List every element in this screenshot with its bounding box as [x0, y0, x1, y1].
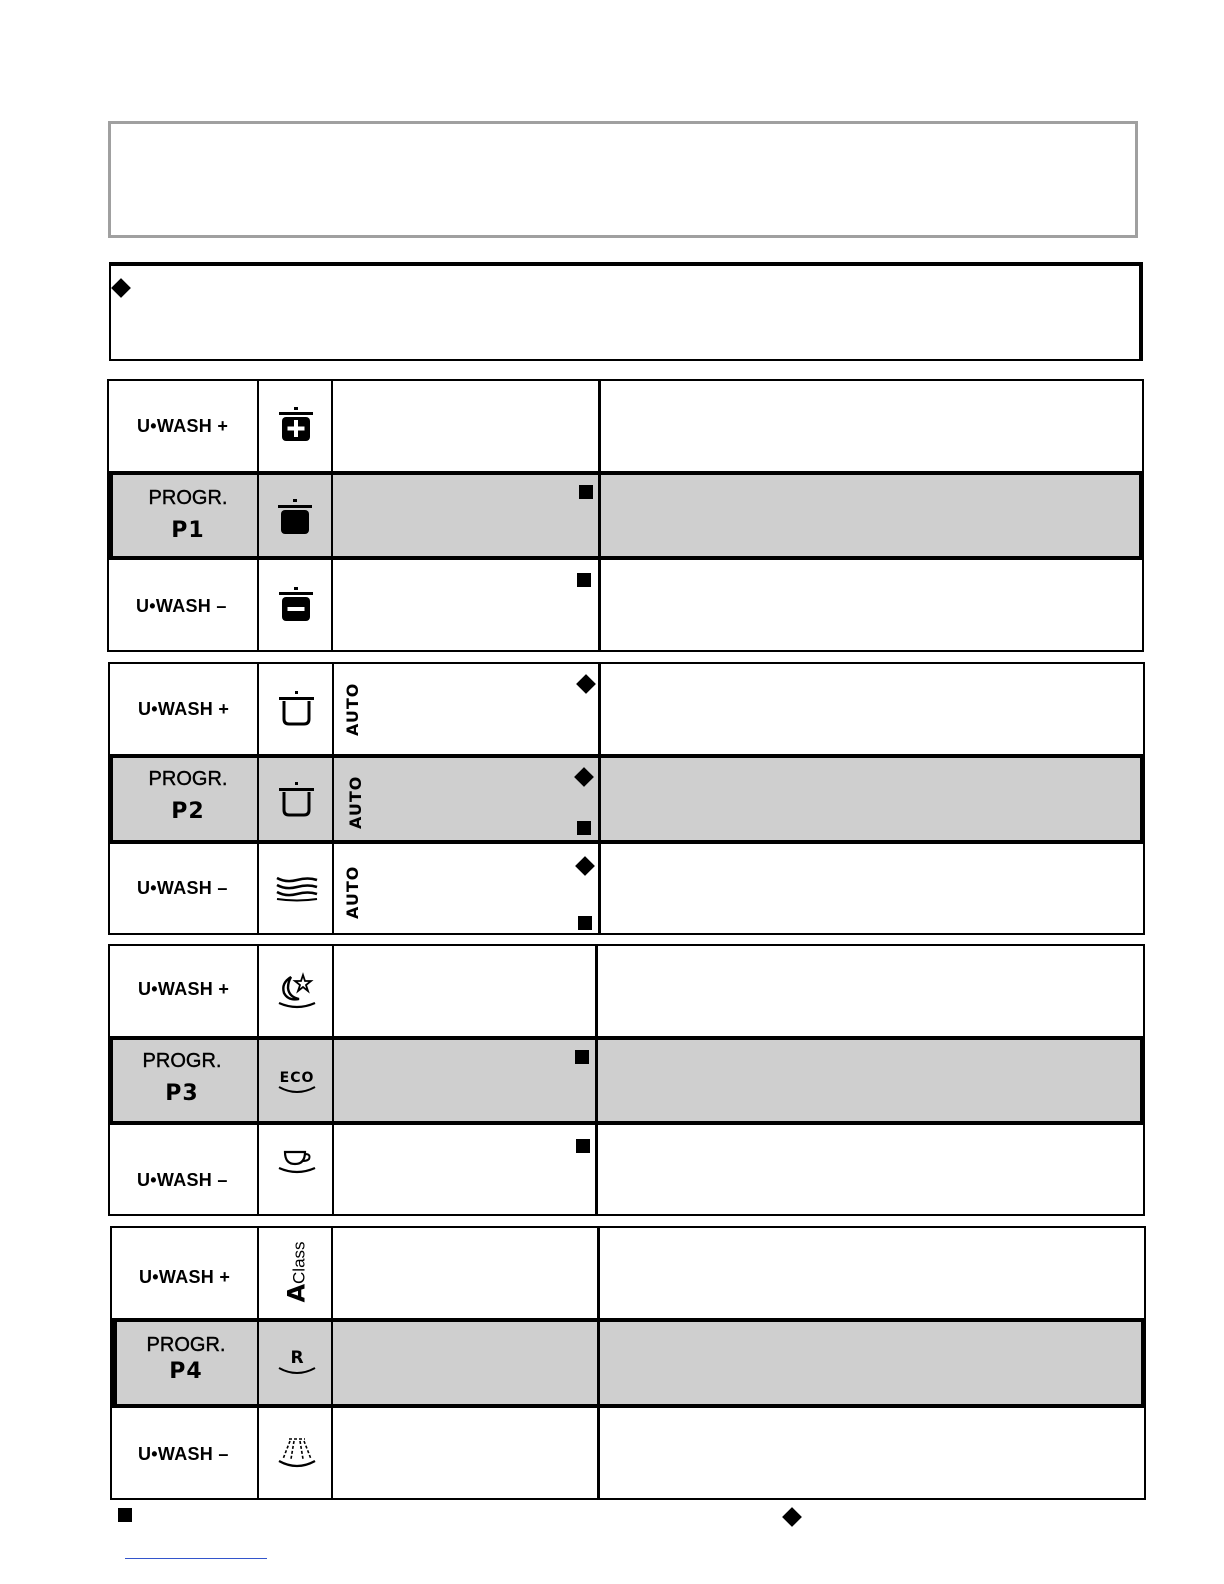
- column-divider: [595, 946, 598, 1214]
- table-row-p1-uwash-minus: [109, 560, 1142, 652]
- column-divider: [331, 381, 333, 650]
- table-row-p4-uwash-plus: [112, 1228, 1144, 1318]
- cup-icon: [260, 1133, 334, 1189]
- column-divider: [257, 1228, 259, 1498]
- square-marker-icon: [578, 916, 592, 930]
- square-marker-icon: [575, 1050, 589, 1064]
- column-divider: [598, 381, 601, 650]
- program-number: P3: [165, 1081, 199, 1106]
- auto-label: AUTO: [343, 682, 362, 736]
- column-divider: [332, 946, 334, 1214]
- table-row-p3-progr: [110, 1036, 1143, 1125]
- column-divider: [257, 664, 259, 933]
- square-marker-icon: [579, 485, 593, 499]
- diamond-legend-icon: [782, 1507, 802, 1527]
- rinse-r-icon: [260, 1330, 334, 1396]
- square-marker-icon: [576, 1139, 590, 1153]
- progr-text: PROGR.: [142, 1050, 222, 1072]
- program-group-p1: [107, 379, 1144, 652]
- program-number: P4: [169, 1359, 203, 1384]
- table-row-p2-progr: [110, 754, 1143, 844]
- pot-minus-icon: [259, 568, 333, 644]
- a-class-small: Class: [290, 1241, 309, 1284]
- progr-label-p3: [117, 1046, 247, 1111]
- a-class-icon: [262, 1230, 332, 1314]
- rinse-text: R: [290, 1348, 304, 1368]
- column-divider: [257, 381, 259, 650]
- program-group-p4: [110, 1226, 1146, 1500]
- uwash-minus-label: U•WASH –: [138, 1443, 229, 1464]
- uwash-plus-label: U•WASH +: [138, 698, 230, 719]
- table-row-p4-uwash-minus: [112, 1408, 1144, 1500]
- column-divider: [332, 664, 334, 933]
- program-number: P1: [171, 518, 205, 543]
- spray-icon: [260, 1418, 334, 1488]
- footer-link-underline: [125, 1558, 267, 1559]
- notice-box: [109, 262, 1143, 361]
- auto-label: AUTO: [343, 865, 362, 919]
- pot-plus-icon: [259, 395, 333, 457]
- table-row-p2-uwash-plus: [110, 664, 1143, 754]
- diamond-marker-icon: [574, 767, 594, 787]
- uwash-minus-label: U•WASH –: [137, 877, 228, 898]
- program-number: P2: [171, 799, 205, 824]
- progr-text: PROGR.: [148, 487, 228, 509]
- table-row-p4-progr: [112, 1318, 1144, 1408]
- eco-icon: [260, 1050, 334, 1116]
- night-moon-icon: [260, 958, 334, 1024]
- uwash-minus-label: U•WASH –: [137, 1169, 228, 1190]
- pot-outline-icon: [260, 678, 334, 740]
- program-group-p3: [108, 944, 1145, 1216]
- pot-outline-icon: [260, 766, 334, 834]
- progr-label-p2: [123, 764, 253, 829]
- square-marker-icon: [577, 573, 591, 587]
- table-row-p2-uwash-minus: [110, 844, 1143, 935]
- diamond-marker-icon: [576, 674, 596, 694]
- progr-text: PROGR.: [146, 1334, 226, 1356]
- progr-text: PROGR.: [148, 768, 228, 790]
- a-class-big: A: [283, 1283, 311, 1303]
- waves-icon: [260, 854, 334, 922]
- uwash-minus-label: U•WASH –: [136, 595, 227, 616]
- progr-label-p4: [121, 1332, 251, 1387]
- square-legend-icon: [118, 1508, 132, 1522]
- auto-label: AUTO: [346, 775, 365, 829]
- square-marker-icon: [577, 821, 591, 835]
- diamond-marker-icon: [575, 856, 595, 876]
- column-divider: [331, 1228, 333, 1498]
- column-divider: [257, 946, 259, 1214]
- column-divider: [598, 664, 601, 933]
- header-box: [108, 121, 1138, 238]
- progr-label-p1: [123, 483, 253, 548]
- pot-filled-icon: [258, 483, 332, 553]
- uwash-plus-label: U•WASH +: [138, 978, 230, 999]
- program-group-p2: [108, 662, 1145, 935]
- column-divider: [597, 1228, 600, 1498]
- eco-text: ECO: [279, 1070, 315, 1086]
- uwash-plus-label: U•WASH +: [137, 415, 229, 436]
- uwash-plus-label: U•WASH +: [139, 1266, 231, 1287]
- table-row-p1-uwash-plus: [109, 381, 1142, 471]
- table-row-p1-progr: [109, 471, 1142, 560]
- table-row-p3-uwash-minus: [110, 1125, 1143, 1216]
- table-row-p3-uwash-plus: [110, 946, 1143, 1036]
